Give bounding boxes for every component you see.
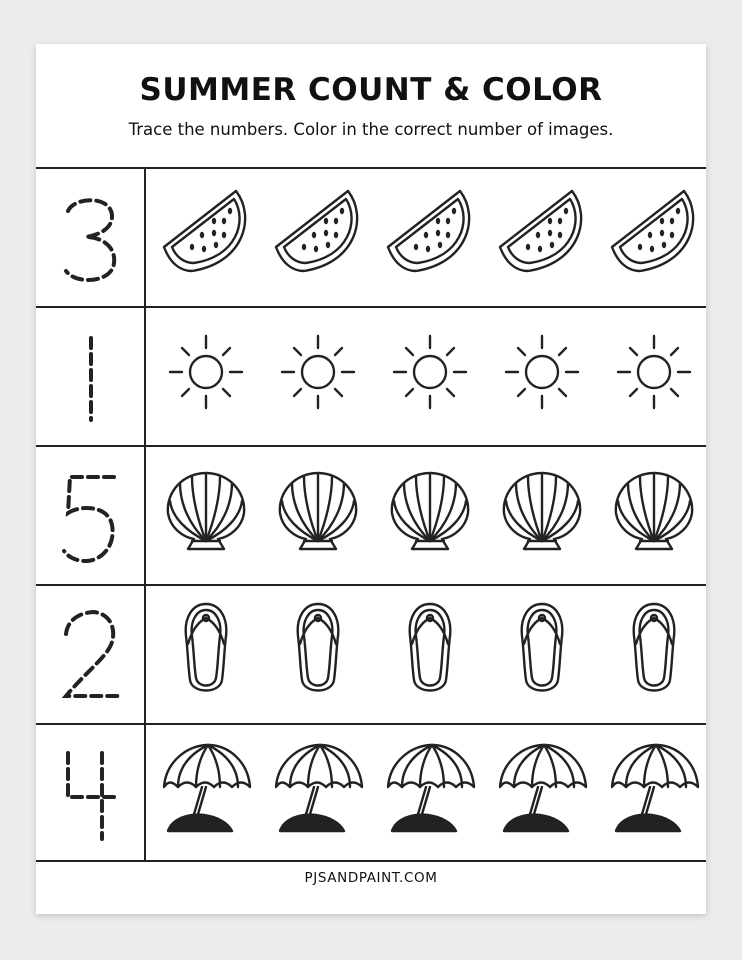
traceable-digit-4[interactable] [56,745,126,845]
beach-umbrella-icon[interactable] [382,739,478,839]
sun-icon[interactable] [606,322,702,422]
trace-number-label [36,725,37,726]
sun-icon[interactable] [158,322,254,422]
traceable-digit-2[interactable] [56,606,126,706]
sun-icon[interactable] [494,322,590,422]
watermelon-icon[interactable] [270,183,366,283]
count-row-1 [36,306,706,445]
flip-flop-icon[interactable] [606,600,702,700]
trace-number-label [36,169,37,170]
trace-number-cell[interactable] [36,447,146,584]
beach-umbrella-icon[interactable] [158,739,254,839]
trace-number-cell[interactable] [36,308,146,445]
icon-row-seashell [148,447,706,584]
page-title: SUMMER COUNT & COLOR [139,72,603,108]
sun-icon[interactable] [382,322,478,422]
flip-flop-icon[interactable] [382,600,478,700]
worksheet-page [36,44,706,914]
icon-row-watermelon [148,169,706,306]
trace-number-cell[interactable] [36,586,146,723]
beach-umbrella-icon[interactable] [270,739,366,839]
beach-umbrella-icon[interactable] [606,739,702,839]
flip-flop-icon[interactable] [158,600,254,700]
trace-number-label [36,447,37,448]
watermelon-icon[interactable] [382,183,478,283]
trace-number-label [36,586,37,587]
seashell-icon[interactable] [158,461,254,561]
trace-number-cell[interactable] [36,725,146,860]
icon-row-sun [148,308,706,445]
sun-icon[interactable] [270,322,366,422]
instructions-text: Trace the numbers. Color in the correct number of images. [128,120,614,139]
seashell-icon[interactable] [382,461,478,561]
seashell-icon[interactable] [270,461,366,561]
count-row-3 [36,167,706,306]
watermelon-icon[interactable] [494,183,590,283]
beach-umbrella-icon[interactable] [494,739,590,839]
traceable-digit-5[interactable] [56,467,126,567]
count-row-5 [36,445,706,584]
count-row-2 [36,584,706,723]
trace-number-label [36,308,37,309]
count-grid [36,167,706,862]
worksheet-header [36,44,706,167]
traceable-digit-3[interactable] [56,189,126,289]
seashell-icon[interactable] [606,461,702,561]
count-row-4 [36,723,706,862]
flip-flop-icon[interactable] [270,600,366,700]
flip-flop-icon[interactable] [494,600,590,700]
traceable-digit-1[interactable] [56,328,126,428]
watermelon-icon[interactable] [606,183,702,283]
trace-number-cell[interactable] [36,169,146,306]
icon-row-flip-flop [148,586,706,723]
seashell-icon[interactable] [494,461,590,561]
watermelon-icon[interactable] [158,183,254,283]
site-footer: PJSANDPAINT.COM [304,870,438,886]
icon-row-beach-umbrella [148,725,706,860]
